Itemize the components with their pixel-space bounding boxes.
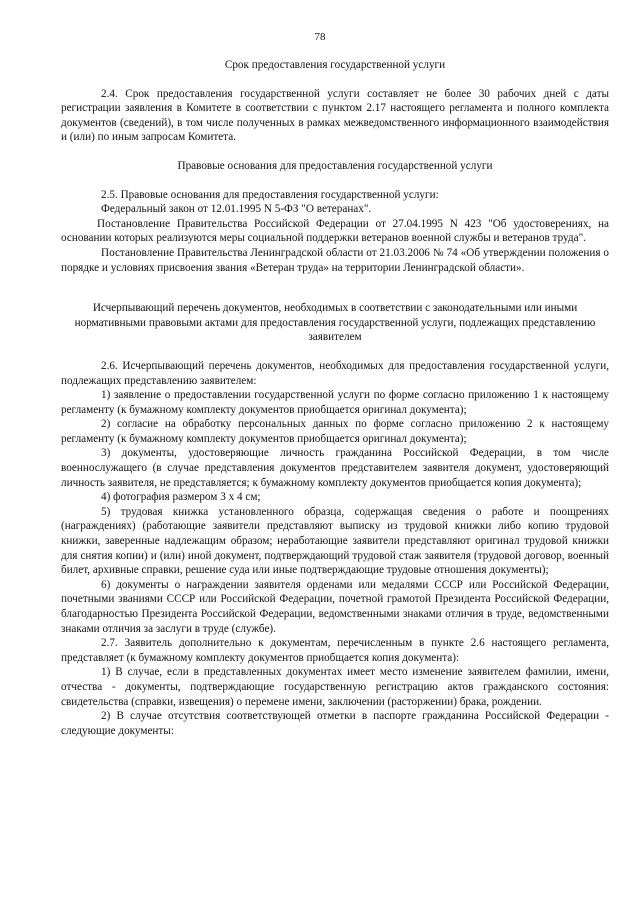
sub-item-2: 2) В случае отсутствия соответствующей отметки в паспорте гражданина Российской Федерации - следующие документы:	[61, 710, 609, 737]
page-number: 78	[314, 31, 326, 43]
paragraph-2-7: 2.7. Заявитель дополнительно к документам, перечисленным в пункте 2.6 настоящего регламента, представляет (к бумажному комплекту документов приобщается копия документа):	[61, 637, 609, 664]
sub-item-1: 1) В случае, если в представленных документах имеет место изменение заявителем фамилии, имени, отчества - документы, подтверждающие государственную регистрацию актов гражданского состояния: свидетельства (справки, извещения) о перемене имени, заключении (расторжении) брака, рождении.	[61, 666, 609, 708]
list-item-1: 1) заявление о предоставлении государственной услуги по форме согласно приложению 1 к настоящему регламенту (к бумажному комплекту документов приобщается оригинал документа);	[61, 389, 609, 416]
list-item-4: 4) фотография размером 3 х 4 см;	[101, 491, 261, 504]
paragraph-federal-law: Федеральный закон от 12.01.1995 N 5-ФЗ "О ветеранах".	[101, 203, 372, 216]
section-documents	[61, 301, 609, 738]
section-legal-basis	[61, 159, 609, 275]
list-item-3: 3) документы, удостоверяющие личность гражданина Российской Федерации, в том числе военнослужащего (в случае представления документов представителем заявителя документ, удостоверяющий личность заявителя, не представляется; к бумажному комплекту документов приобщается копия документа);	[61, 447, 609, 489]
heading-legal-basis: Правовые основания для предоставления государственной услуги	[177, 159, 493, 172]
section-term	[61, 58, 609, 145]
paragraph-2-4: 2.4. Срок предоставления государственной услуги составляет не более 30 рабочих дней с даты регистрации заявления в Комитете в соответствии с пунктом 2.17 настоящего регламента и полного комплекта документов (сведений), в том числе полученных в рамках межведомственного информационного взаимодействия и (или) по иным запросам Комитета.	[61, 87, 609, 144]
heading-documents: Исчерпывающий перечень документов, необходимых в соответствии с законодательными или иными нормативными правовыми актами для предоставления государственной услуги, подлежащих представлению заявителем	[74, 302, 596, 344]
paragraph-2-6: 2.6. Исчерпывающий перечень документов, необходимых для предоставления государственной услуги, подлежащих представлению заявителем:	[61, 359, 609, 387]
document-body	[61, 58, 609, 738]
heading-term: Срок предоставления государственной услуги	[224, 59, 446, 71]
paragraph-rf-resolution: Постановление Правительства Российской Федерации от 27.04.1995 N 423 "Об удостоверениях, на основании которых реализуются меры социальной поддержки ветеранов военной службы и ветеранов труда".	[61, 217, 609, 245]
list-item-2: 2) согласие на обработку персональных данных по форме согласно приложению 2 к настоящему регламенту (к бумажному комплекту документов приобщается оригинал документа);	[61, 418, 609, 445]
paragraph-lo-resolution: Постановление Правительства Ленинградской области от 21.03.2006 № 74 «Об утверждении положения о порядке и условиях присвоения звания «Ветеран труда» на территории Ленинградской области».	[61, 246, 609, 274]
paragraph-2-5: 2.5. Правовые основания для предоставления государственной услуги:	[101, 188, 439, 201]
list-item-5: 5) трудовая книжка установленного образца, содержащая сведения о работе и поощрениях (награждениях) (работающие заявители представляют выписку из трудовой книжки либо копию трудовой книжки, заверенные надлежащим образом; неработающие заявители представляют оригинал трудовой книжки для снятия копии) и (или) иной документ, подтверждающий трудовой стаж заявителя (трудовой договор, военный билет, архивные справки, решение суда или иные подтверждающие трудовые отношения документы);	[61, 505, 609, 577]
list-item-6: 6) документы о награждении заявителя орденами или медалями СССР или Российской Федерации, почетными званиями СССР или Российской Федерации, почетной грамотой Президента Российской Федерации, благодарностью Президента Российской Федерации, ведомственными знаками отличия в труде, ведомственными знаками отличия за заслуги в труде (службе).	[61, 578, 609, 635]
